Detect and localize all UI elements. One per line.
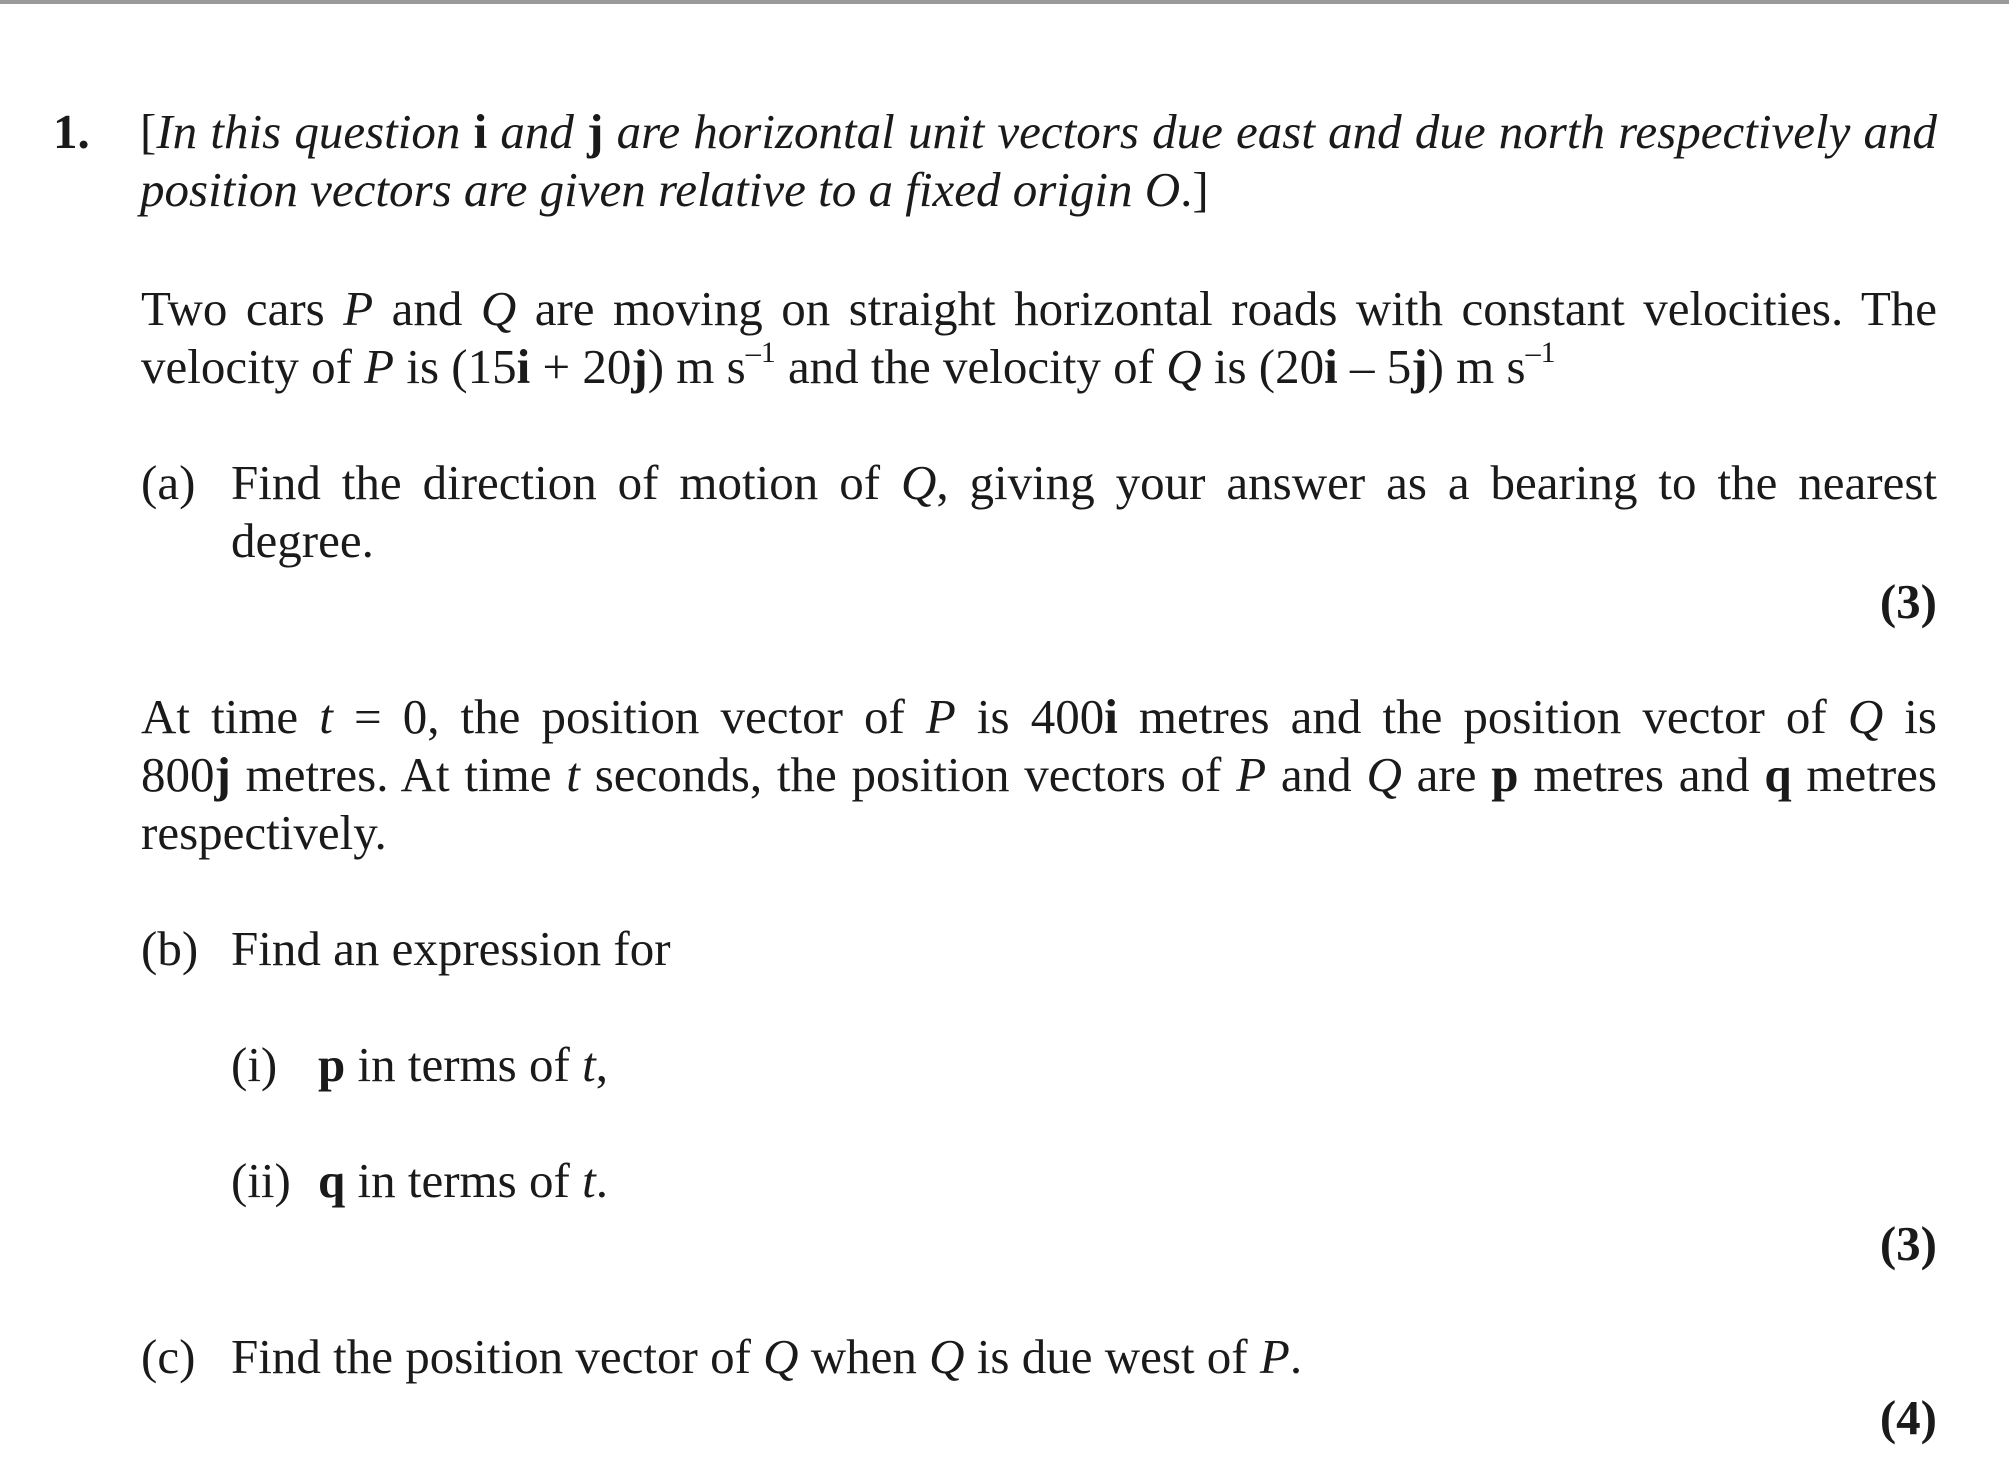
intro-line-1-run: P (343, 281, 374, 336)
intro-line-1-run: are moving on straight horizontal roads with constant velocities. The (516, 281, 1938, 336)
setup-line-1-run: At time (141, 689, 320, 744)
part-a-line-1-run: , giving your answer as a bearing to the nearest (936, 455, 1938, 510)
setup-line-1-run: is (1883, 689, 1937, 744)
preamble-line-2-run: .] (1180, 162, 1209, 217)
intro-line-1-run: and (373, 281, 481, 336)
part-c-content-run: Q (763, 1329, 799, 1384)
preamble-line-1-run: In this question (156, 104, 474, 159)
intro-line-2-run: i (516, 339, 531, 394)
part-b-ii-label: (ii) (231, 1153, 291, 1208)
question-number: 1. (53, 104, 90, 159)
part-a-line-2: degree. (231, 513, 374, 568)
part-b-ii-content-run: in terms of (345, 1153, 583, 1208)
intro-line-2-run: j (1411, 339, 1428, 394)
intro-line-2-run: –1 (745, 335, 776, 369)
preamble-line-1-run: and (487, 104, 588, 159)
setup-line-1-run: is 400 (955, 689, 1105, 744)
part-b-ii-content (318, 1152, 608, 1210)
preamble-line-1-run: j (587, 104, 604, 159)
setup-line-2-run: metres (1791, 747, 1938, 802)
setup-line-2-run: seconds, the position vectors of (579, 747, 1237, 802)
setup-line-2-run: q (1764, 747, 1792, 802)
setup-line-2-run: t (566, 747, 580, 802)
part-b-ii-content-run: t (582, 1153, 596, 1208)
part-a-line-1-run: Q (900, 455, 937, 510)
preamble-line-1 (140, 103, 1937, 161)
intro-line-2-run: Q (1166, 339, 1202, 394)
intro-line-2-run: + 20 (530, 339, 632, 394)
setup-line-2 (141, 746, 1937, 804)
setup-line-1-run: i (1104, 689, 1118, 744)
setup-line-1-run: t (319, 689, 333, 744)
part-b-i-content (318, 1036, 608, 1094)
intro-line-2-run: –1 (1525, 335, 1556, 369)
setup-line-1-run: Q (1847, 689, 1884, 744)
preamble-line-2-run: position vectors are given relative to a fixed origin O (140, 162, 1181, 217)
part-b-label: (b) (141, 921, 199, 976)
setup-line-1-run: metres and the position vector of (1117, 689, 1848, 744)
intro-line-1 (141, 280, 1937, 338)
preamble-line-1-run: are horizontal unit vectors due east and due north respectively and (603, 104, 1938, 159)
part-c-content-run: Find the position vector of (231, 1329, 764, 1384)
part-b-ii-content-run: q (318, 1153, 346, 1208)
part-b-text: Find an expression for (231, 921, 671, 976)
preamble-line-1-run: [ (140, 104, 157, 159)
part-b-i-content-run: in terms of (345, 1037, 583, 1092)
intro-line-2-run: ) m s (1427, 339, 1526, 394)
setup-line-2-run: are (1401, 747, 1492, 802)
part-b-i-content-run: p (318, 1037, 346, 1092)
intro-line-2-run: velocity of (141, 339, 365, 394)
part-b-ii-content-run: . (595, 1153, 608, 1208)
setup-line-2-run: j (214, 747, 231, 802)
part-b-marks: (3) (1879, 1216, 1937, 1271)
setup-line-1 (141, 688, 1937, 746)
part-c-content-run: is due west of (964, 1329, 1260, 1384)
setup-line-2-run: 800 (141, 747, 215, 802)
intro-line-2-run: P (364, 339, 395, 394)
setup-line-2-run: p (1491, 747, 1519, 802)
part-c-content-run: Q (929, 1329, 965, 1384)
part-c-content-run: . (1289, 1329, 1303, 1384)
preamble-line-2 (140, 161, 1209, 219)
part-c-content-run: when (798, 1329, 930, 1384)
intro-line-2-run: is (15 (394, 339, 517, 394)
intro-line-2-run: ) m s (647, 339, 746, 394)
part-b-i-content-run: t (582, 1037, 596, 1092)
setup-line-1-run: P (925, 689, 956, 744)
intro-line-2-run: and the velocity of (775, 339, 1167, 394)
part-b-i-label: (i) (231, 1037, 278, 1092)
intro-line-2-run: is (20 (1201, 339, 1325, 394)
setup-line-1-run: = 0, the position vector of (332, 689, 926, 744)
intro-line-2-run: – 5 (1337, 339, 1412, 394)
intro-line-2-run: j (631, 339, 648, 394)
setup-line-2-run: metres and (1518, 747, 1765, 802)
intro-line-2 (141, 335, 1556, 396)
part-a-marks: (3) (1879, 574, 1937, 629)
intro-line-1-run: Q (480, 281, 517, 336)
part-c-label: (c) (141, 1329, 196, 1384)
part-a-line-1-run: Find the direction of motion of (231, 455, 901, 510)
setup-line-2-run: Q (1366, 747, 1402, 802)
intro-line-2-run: i (1324, 339, 1338, 394)
part-c-content-run: P (1259, 1329, 1290, 1384)
part-c-marks: (4) (1879, 1390, 1937, 1445)
setup-line-3: respectively. (141, 805, 387, 860)
part-a-line-1 (231, 454, 1937, 512)
preamble-line-1-run: i (473, 104, 488, 159)
setup-line-2-run: and (1266, 747, 1367, 802)
part-c-content (231, 1328, 1302, 1386)
top-rule (0, 0, 2009, 4)
part-b-i-content-run: , (595, 1037, 608, 1092)
intro-line-1-run: Two cars (141, 281, 344, 336)
part-a-label: (a) (141, 455, 196, 510)
setup-line-2-run: metres. At time (230, 747, 567, 802)
setup-line-2-run: P (1236, 747, 1267, 802)
